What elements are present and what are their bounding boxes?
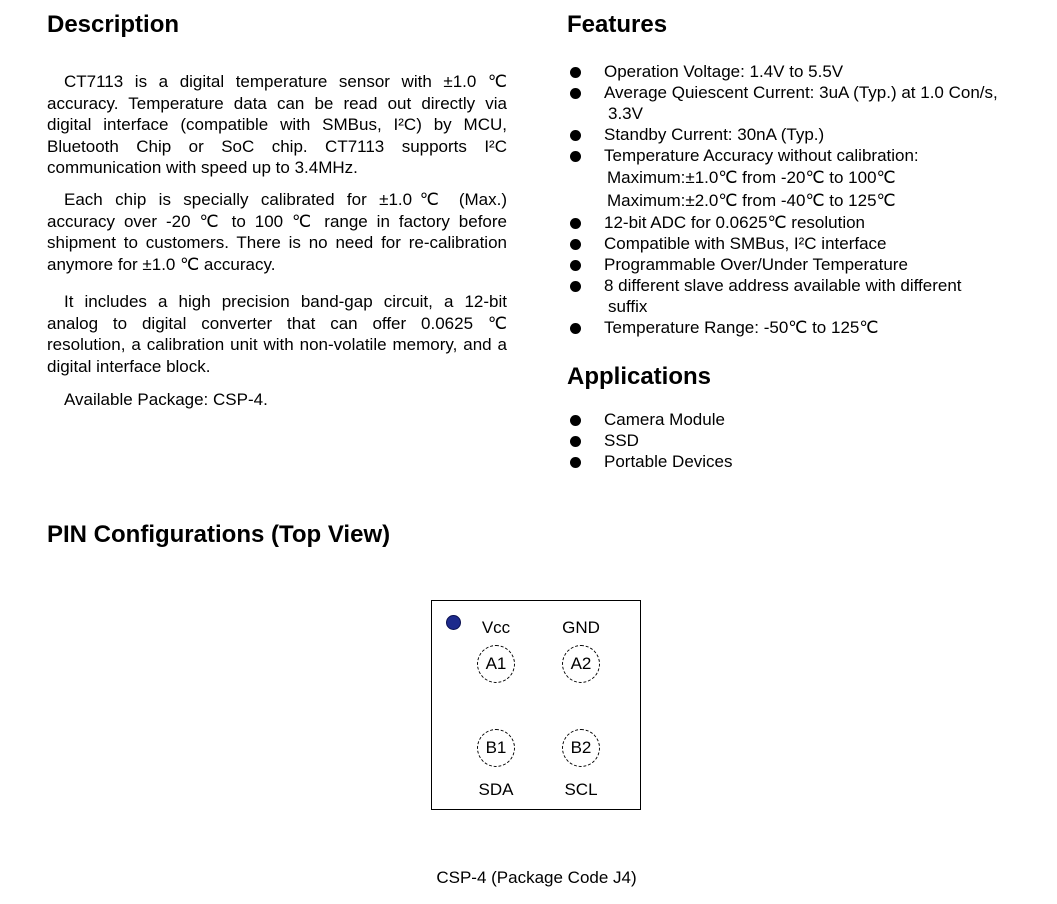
pin-name-gnd: GND [562, 618, 600, 637]
applications-heading: Applications [567, 363, 712, 390]
package-caption: CSP-4 (Package Code J4) [436, 868, 637, 887]
features-list [567, 61, 1047, 338]
description-heading: Description [47, 11, 180, 38]
pin-configurations-heading: PIN Configurations (Top View) [47, 521, 391, 548]
list-item: Standby Current: 30nA (Typ.) [567, 124, 1047, 145]
list-item: Temperature Range: -50℃ to 125℃ [567, 317, 1047, 338]
list-item: 12-bit ADC for 0.0625℃ resolution [567, 212, 1047, 233]
list-item: Portable Devices [567, 451, 1047, 472]
pin-name-vcc: Vcc [481, 618, 511, 637]
pin-name-sda: SDA [478, 780, 514, 799]
description-paragraph-4: Available Package: CSP-4. [64, 390, 268, 409]
list-item: 8 different slave address available with different suffix [567, 275, 1047, 317]
pin1-marker-icon [446, 615, 461, 630]
description-paragraph-2: Each chip is specially calibrated for ±1.0℃ (Max.) accuracy over -20 ℃ to 100 ℃ range in factory before shipment to customers. There is no need for re-calibration anymore for ±1.0 ℃ accuracy. [47, 190, 507, 274]
features-heading: Features [567, 11, 668, 38]
list-item: Compatible with SMBus, I²C interface [567, 233, 1047, 254]
list-item: Operation Voltage: 1.4V to 5.5V [567, 61, 1047, 82]
list-item: Programmable Over/Under Temperature [567, 254, 1047, 275]
description-paragraph-3: It includes a high precision band-gap circuit, a 12-bit analog to digital converter that can offer 0.0625 ℃ resolution, a calibration unit with non-volatile memory, and a digital interface block. [47, 292, 507, 376]
description-paragraph-1: CT7113 is a digital temperature sensor with ±1.0 ℃ accuracy. Temperature data can be read out directly via digital interface (compatible with SMBus, I²C) by MCU, Bluetooth Chip or SoC chip. CT7113 supports I²C communication with speed up to 3.4MHz. [47, 72, 507, 177]
list-item: Average Quiescent Current: 3uA (Typ.) at 1.0 Con/s, 3.3V [567, 82, 1047, 124]
list-item: Temperature Accuracy without calibration: Maximum:±1.0℃ from -20℃ to 100℃ Maximum:±2.0℃ from -40℃ to 125℃ [567, 145, 1047, 212]
pin-ball-a2: A2 [562, 645, 600, 683]
list-item: Camera Module [567, 409, 1047, 430]
pin-ball-b2: B2 [562, 729, 600, 767]
pin-name-scl: SCL [564, 780, 598, 799]
pin-ball-b1: B1 [477, 729, 515, 767]
applications-list [567, 409, 1047, 472]
pin-ball-a1: A1 [477, 645, 515, 683]
csp4-package-diagram [431, 600, 641, 810]
list-item: SSD [567, 430, 1047, 451]
